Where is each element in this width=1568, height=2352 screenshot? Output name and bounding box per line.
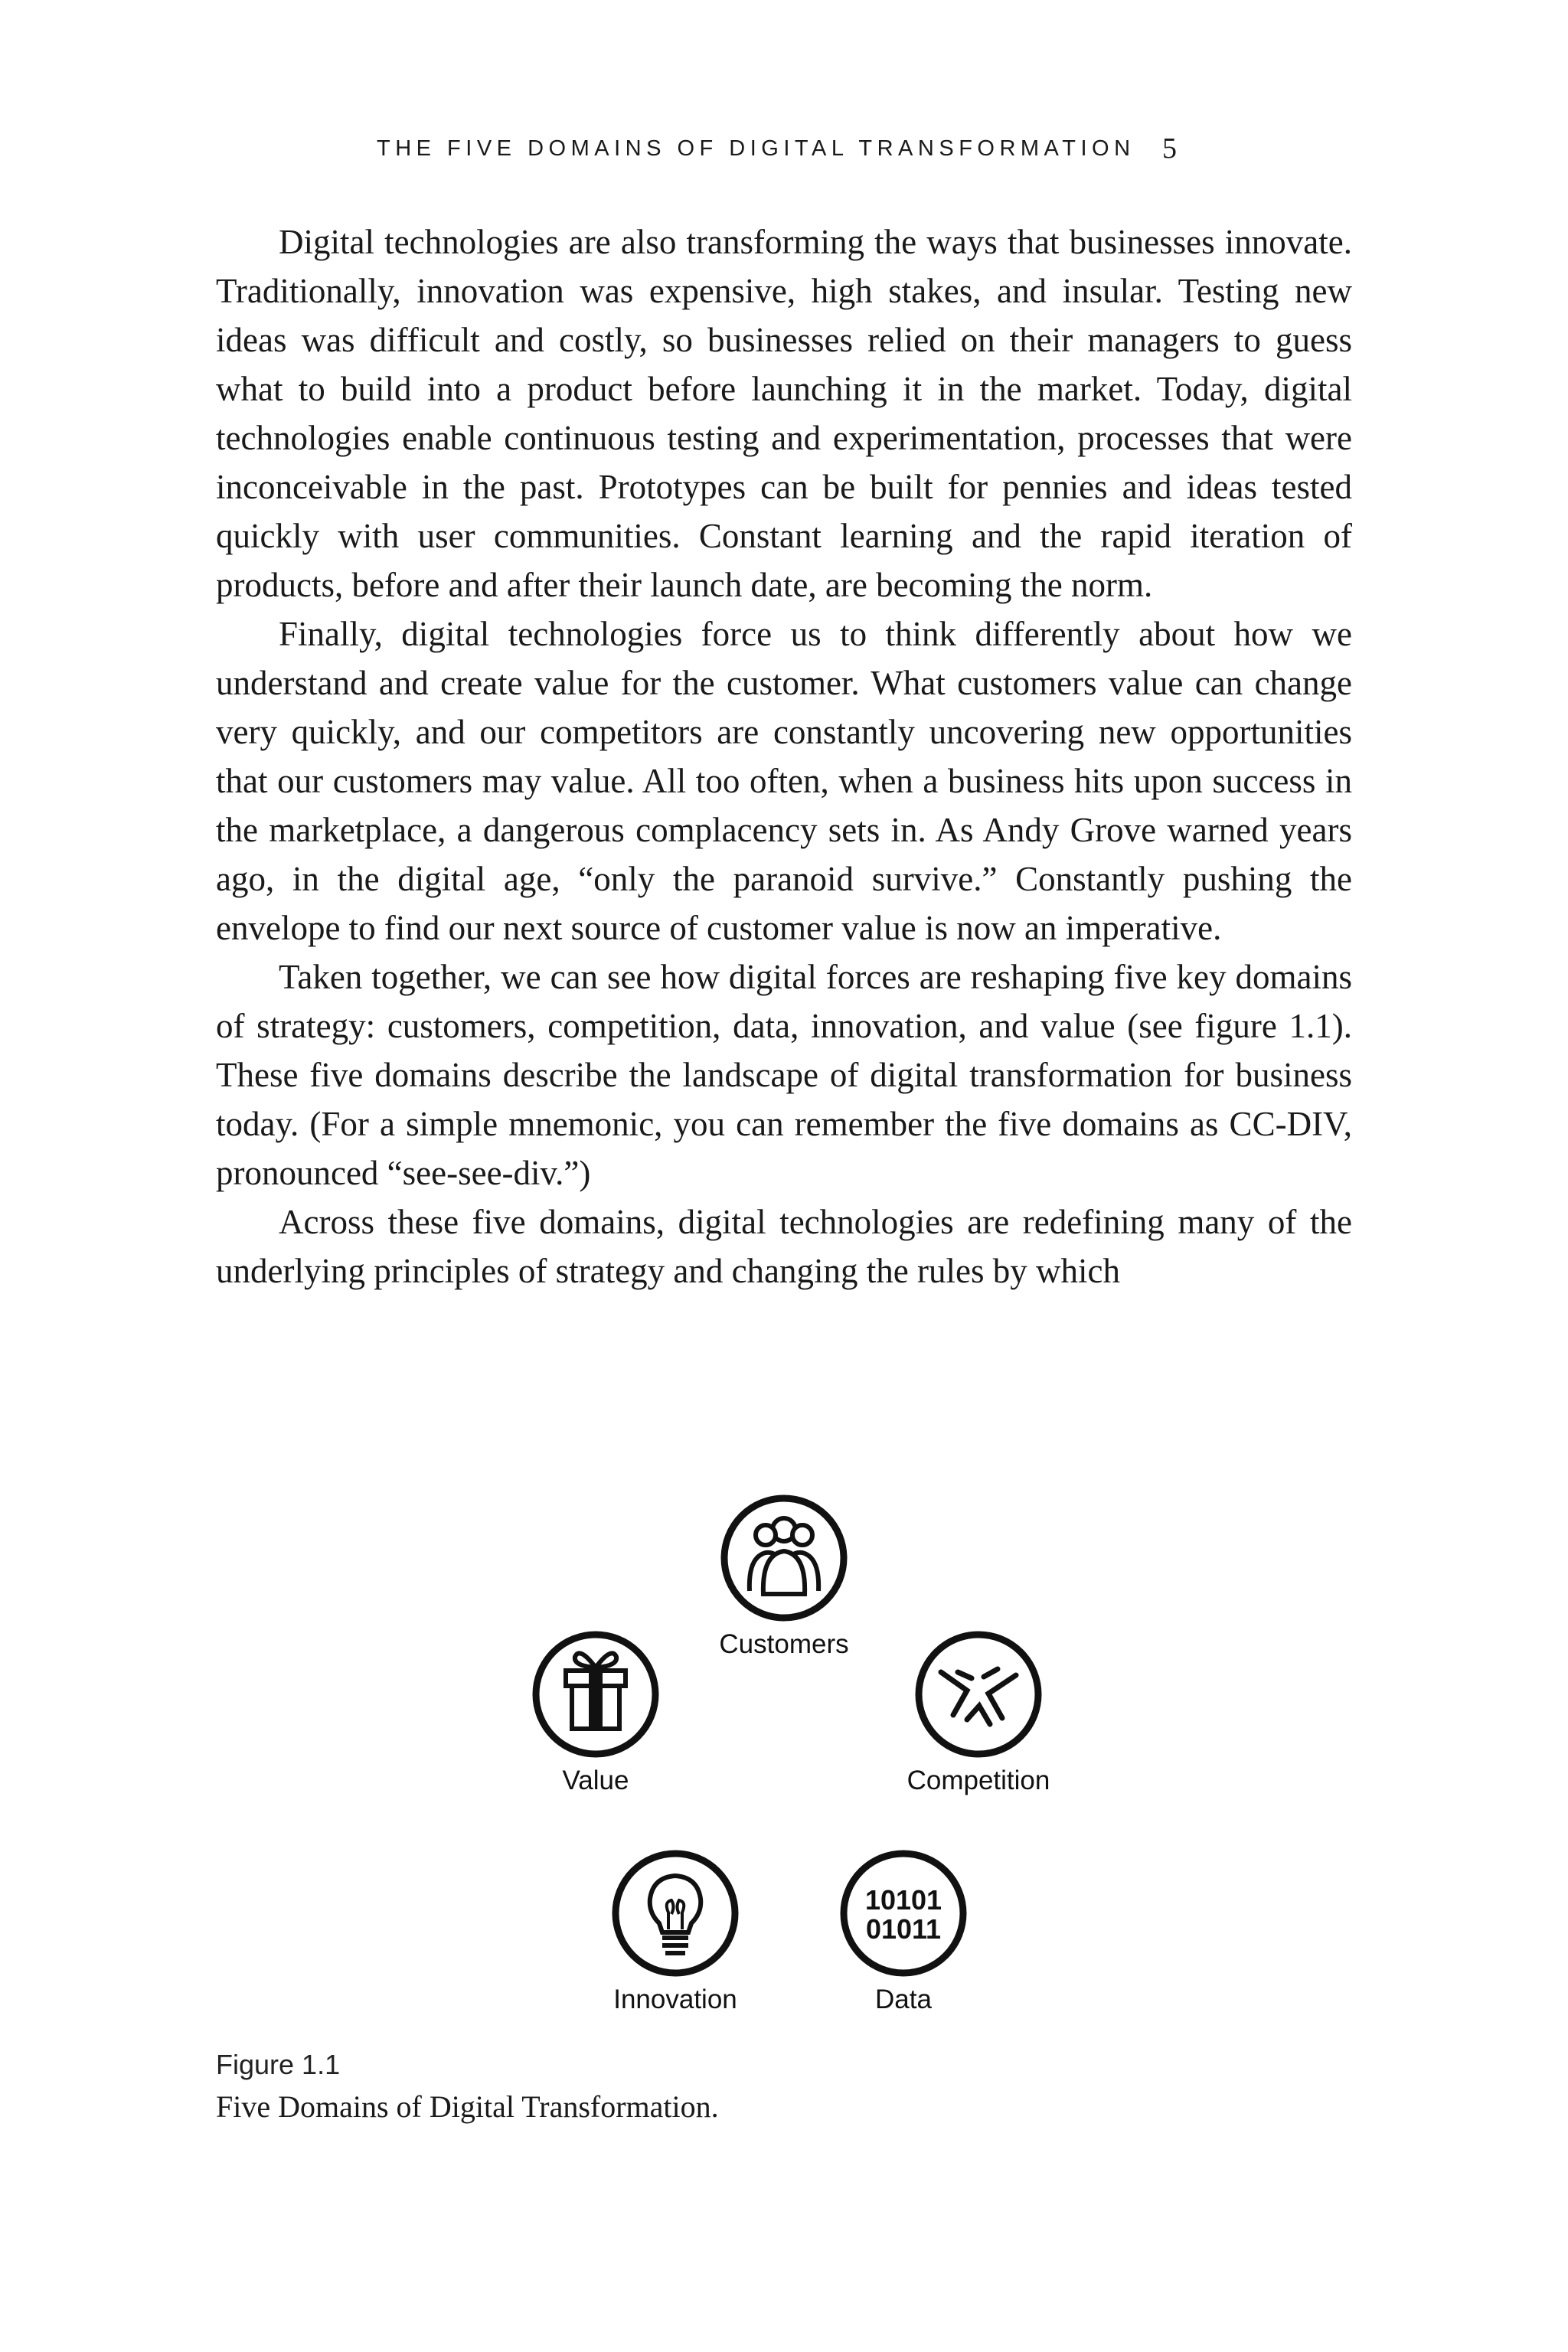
domain-competition — [864, 1629, 1093, 1796]
page-number: 5 — [1162, 132, 1177, 165]
binary-row: 01011 — [865, 1913, 942, 1945]
people-group-icon — [719, 1493, 849, 1623]
figure-five-domains — [0, 1485, 1568, 2037]
domain-value — [481, 1629, 710, 1796]
domain-label: Data — [875, 1984, 932, 2014]
domain-label: Innovation — [613, 1984, 737, 2014]
binary-row: 10101 — [864, 1884, 942, 1916]
figure-number: Figure 1.1 — [216, 2049, 341, 2080]
gift-icon — [531, 1629, 661, 1759]
arrows-clash-icon — [913, 1629, 1044, 1759]
domain-innovation — [560, 1848, 790, 2015]
lightbulb-icon — [610, 1848, 740, 1978]
paragraph: Digital technologies are also transforming the ways that businesses innovate. Traditionally, innovation was expensive, high stakes, and insular. Testing new ideas was difficult and costly, so businesses relied on their managers to guess what to build into a product before launching it in the market. Today, digital technologies enable continuous testing and experimentation, processes that were inconceivable in the past. Prototypes can be built for pennies and ideas tested quickly with user communities. Constant learning and the rapid iteration of products, before and after their launch date, are becoming the norm. — [216, 223, 1352, 604]
running-title: THE FIVE DOMAINS OF DIGITAL TRANSFORMATION — [377, 136, 1135, 161]
domain-label: Customers — [719, 1629, 849, 1659]
figure-caption: Five Domains of Digital Transformation. — [216, 2089, 719, 2124]
running-head — [0, 130, 1568, 168]
paragraph: Across these five domains, digital technologies are redefining many of the underlying principles of strategy and changing the rules by which — [216, 1203, 1352, 1290]
body-text — [216, 217, 1352, 1295]
domain-label: Competition — [906, 1766, 1050, 1795]
domain-data — [789, 1848, 1018, 2015]
paragraph: Taken together, we can see how digital forces are reshaping five key domains of strategy: customers, competition, data, innovation, and value (see figure 1.1). These five domains describe the landscape of digital transformation for business today. (For a simple mnemonic, you can remember the five domains as CC-DIV, pronounced “see-see-div.”) — [216, 958, 1352, 1192]
paragraph: Finally, digital technologies force us to think differently about how we understand and create value for the customer. What customers value can change very quickly, and our competitors are constantly uncovering new opportunities that our customers may value. All too often, when a business hits upon success in the marketplace, a dangerous complacency sets in. As Andy Grove warned years ago, in the digital age, “only the paranoid survive.” Constantly pushing the envelope to find our next source of customer value is now an imperative. — [216, 615, 1352, 947]
binary-data-icon — [838, 1848, 969, 1978]
domain-label: Value — [562, 1766, 629, 1795]
